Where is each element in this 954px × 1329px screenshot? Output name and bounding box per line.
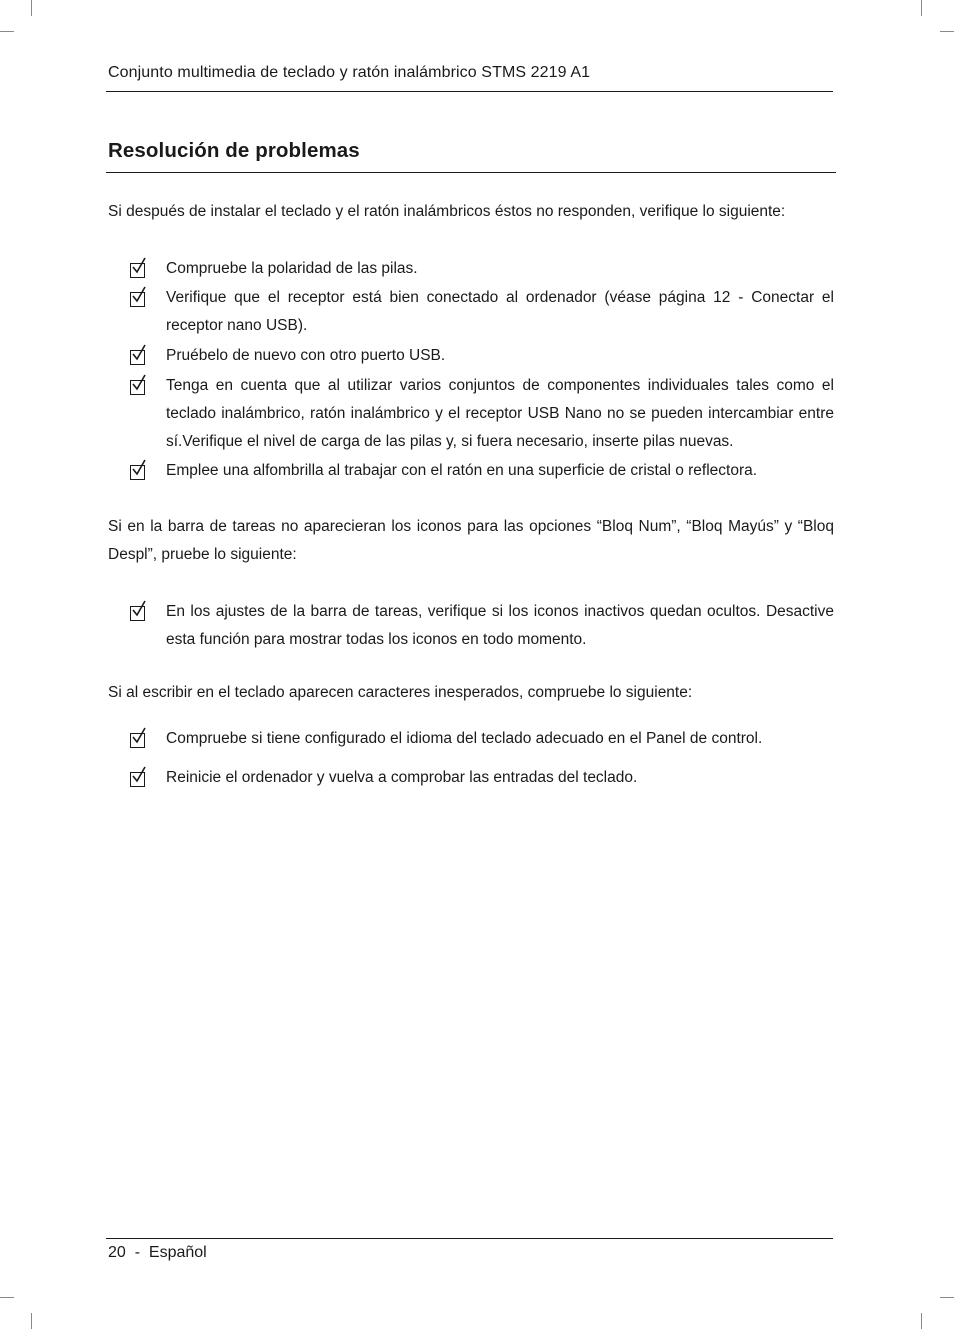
checked-box-icon: [130, 350, 145, 365]
checklist-text: Compruebe la polaridad de las pilas.: [166, 260, 418, 277]
intro-paragraph-2: Si en la barra de tareas no aparecieran los iconos para las opciones “Bloq Num”, “Bloq Mayús” y “Bloq Despl”, pruebe lo siguiente:: [108, 518, 834, 563]
checked-box-icon: [130, 733, 145, 748]
checklist-text: Compruebe si tiene configurado el idioma del teclado adecuado en el Panel de control.: [166, 730, 763, 747]
checked-box-icon: [130, 263, 145, 278]
checklist-text: Reinicie el ordenador y vuelva a comprobar las entradas del teclado.: [166, 769, 638, 786]
page-number: 20 - Español: [108, 1244, 207, 1261]
header-divider: [106, 91, 833, 92]
checked-box-icon: [130, 465, 145, 480]
checklist-text: En los ajustes de la barra de tareas, verifique si los iconos inactivos quedan ocultos. Desactive esta función para mostrar todas los iconos en todo momento.: [166, 603, 834, 648]
crop-mark: [921, 1313, 922, 1329]
checked-box-icon: [130, 380, 145, 395]
checked-box-icon: [130, 606, 145, 621]
checklist-text: Verifique que el receptor está bien conectado al ordenador (véase página 12 - Conectar el receptor nano USB).: [166, 289, 834, 334]
checklist-text: Tenga en cuenta que al utilizar varios conjuntos de componentes individuales tales como el teclado inalámbrico, ratón inalámbrico y el receptor USB Nano no se pueden intercambiar entre sí.Verifique el nivel de carga de las pilas y, si fuera necesario, inserte pilas nuevas.: [166, 377, 834, 450]
checklist-text: Pruébelo de nuevo con otro puerto USB.: [166, 347, 446, 364]
running-header: Conjunto multimedia de teclado y ratón inalámbrico STMS 2219 A1: [108, 64, 591, 81]
checked-box-icon: [130, 292, 145, 307]
crop-mark: [31, 0, 32, 16]
crop-mark: [940, 1297, 954, 1298]
crop-mark: [0, 31, 14, 32]
checklist-text: Emplee una alfombrilla al trabajar con el ratón en una superficie de cristal o reflectora.: [166, 462, 758, 479]
crop-mark: [921, 0, 922, 16]
checked-box-icon: [130, 772, 145, 787]
section-title: Resolución de problemas: [108, 139, 360, 162]
crop-mark: [0, 1297, 14, 1298]
crop-mark: [940, 31, 954, 32]
footer-divider: [106, 1238, 833, 1239]
intro-paragraph-3: Si al escribir en el teclado aparecen caracteres inesperados, compruebe lo siguiente:: [108, 684, 693, 701]
title-divider: [106, 172, 836, 173]
crop-mark: [31, 1313, 32, 1329]
intro-paragraph-1: Si después de instalar el teclado y el ratón inalámbricos éstos no responden, verifique lo siguiente:: [108, 203, 786, 220]
